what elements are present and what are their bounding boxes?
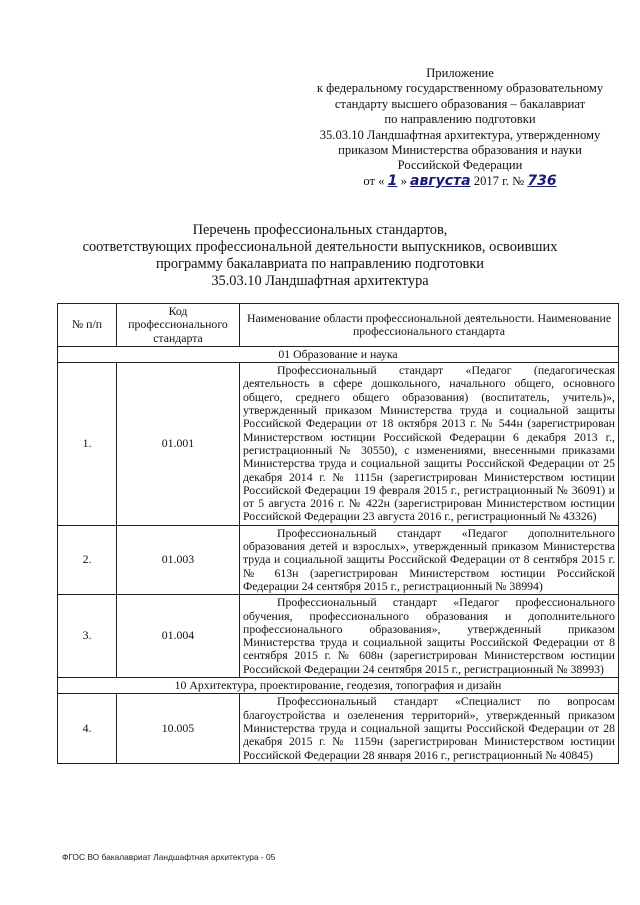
row-code: 01.001 — [117, 363, 240, 526]
section-row — [58, 678, 619, 694]
header-code: Код профессионального стандарта — [117, 304, 240, 347]
appendix-line: Приложение — [426, 66, 494, 80]
row-num: 3. — [58, 595, 117, 678]
table-header-row — [58, 304, 619, 347]
order-mid: » — [400, 173, 407, 188]
row-code: 01.004 — [117, 595, 240, 678]
row-num: 1. — [58, 363, 117, 526]
row-name: Профессиональный стандарт «Педагог профессионального обучения, профессионального образования и дополнительного профессионального образования», утвержденный приказом Министерства труда и социальной защиты Российской Федерации от 8 сентября 2015 г. № 608н (зарегистрирован Министерством юстиции Российской Федерации 24 сентября 2015 г., регистрационный № 38993) — [243, 595, 615, 676]
header-name: Наименование области профессиональной деятельности. Наименование профессионального стандарта — [240, 304, 619, 347]
document-title — [40, 222, 600, 290]
table-row — [58, 595, 619, 678]
title-line: программу бакалавриата по направлению подготовки — [155, 256, 485, 272]
appendix-line: к федеральному государственному образовательному — [316, 81, 604, 96]
row-name-cell — [240, 525, 619, 594]
order-day-handwritten: 1 — [387, 172, 398, 189]
row-name-cell — [240, 694, 619, 763]
row-name: Профессиональный стандарт «Педагог (педагогическая деятельность в сфере дошкольного, начального общего, основного общего, среднего общего образования) (воспитатель, учитель)», утвержденный приказом Министерства труда и социальной защиты Российской Федерации от 18 октября 2013 г. № 544н (зарегистрирован Министерством юстиции Российской Федерации 6 декабря 2013 г., регистрационный № 30550), с изменениями, внесенными приказами Министерства труда и социальной защиты Российской Федерации от 25 декабря 2014 г. № 1115н (зарегистрирован Министерством юстиции Российской Федерации 19 февраля 2015 г., регистрационный № 36091) и от 5 августа 2016 г. № 422н (зарегистрирован Министерством юстиции Российской Федерации 23 августа 2016 г., регистрационный № 43326) — [243, 363, 615, 524]
section-title: 10 Архитектура, проектирование, геодезия, топография и дизайн — [58, 678, 619, 694]
appendix-line: по направлению подготовки — [384, 112, 536, 127]
standards-table — [57, 303, 619, 764]
page-footer: ФГОС ВО бакалавриат Ландшафтная архитектура - 05 — [62, 852, 276, 862]
row-num: 4. — [58, 694, 117, 763]
section-title: 01 Образование и наука — [58, 346, 619, 362]
order-month-handwritten: августа — [410, 172, 471, 189]
appendix-line: 35.03.10 Ландшафтная архитектура, утвержденному — [319, 127, 601, 142]
appendix-header — [300, 66, 620, 189]
row-name-cell — [240, 595, 619, 678]
appendix-line: Российской Федерации — [397, 158, 523, 173]
table-row — [58, 363, 619, 526]
title-line: 35.03.10 Ландшафтная архитектура — [211, 273, 429, 289]
table-row — [58, 525, 619, 594]
row-name-cell — [240, 363, 619, 526]
order-prefix: от « — [363, 173, 385, 188]
order-date-line — [300, 174, 620, 189]
appendix-line: стандарту высшего образования – бакалавриат — [334, 96, 586, 111]
table-row — [58, 694, 619, 763]
title-line: Перечень профессиональных стандартов, — [192, 222, 448, 238]
row-num: 2. — [58, 525, 117, 594]
order-year: 2017 г. № — [473, 173, 525, 188]
title-line: соответствующих профессиональной деятельности выпускников, освоивших — [82, 239, 558, 255]
row-code: 01.003 — [117, 525, 240, 594]
header-num: № п/п — [58, 304, 117, 347]
row-name: Профессиональный стандарт «Специалист по вопросам благоустройства и озеленения территорий», утвержденный приказом Министерства труда и социальной защиты Российской Федерации от 28 декабря 2015 г. № 1159н (зарегистрирован Министерством юстиции Российской Федерации 28 января 2016 г., регистрационный № 40845) — [243, 694, 615, 762]
section-row — [58, 346, 619, 362]
appendix-line: приказом Министерства образования и науки — [338, 143, 582, 158]
row-name: Профессиональный стандарт «Педагог дополнительного образования детей и взрослых», утвержденный приказом Министерства труда и социальной защиты Российской Федерации от 8 сентября 2015 г. № 613н (зарегистрирован Министерством юстиции Российской Федерации 24 сентября 2015 г., регистрационный № 38994) — [243, 525, 615, 593]
row-code: 10.005 — [117, 694, 240, 763]
order-number-handwritten: 736 — [527, 172, 557, 189]
